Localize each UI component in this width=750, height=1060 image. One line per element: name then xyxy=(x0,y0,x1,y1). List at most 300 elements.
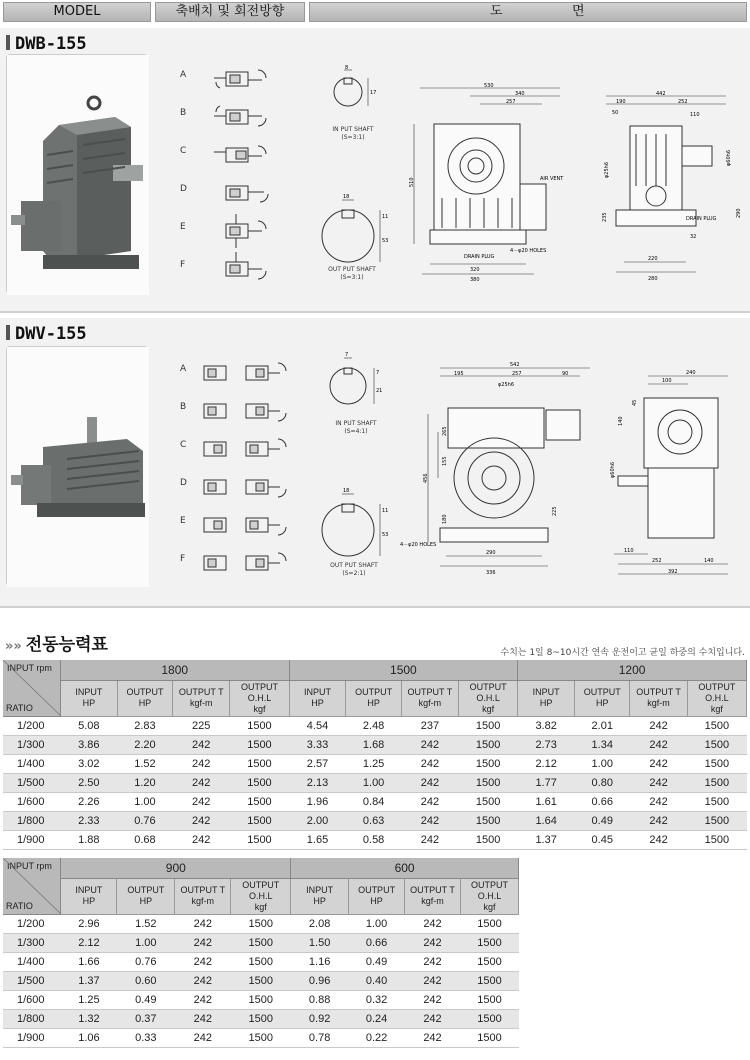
dwv-mount-a xyxy=(172,356,312,390)
dwv-front-dim-336: 336 xyxy=(486,570,496,576)
column-header: OUTPUT HP xyxy=(346,680,401,716)
table-cell: 1500 xyxy=(230,754,289,773)
table-cell: 242 xyxy=(173,735,230,754)
table-cell: 242 xyxy=(175,990,231,1009)
mount-diagram-icon xyxy=(214,180,274,206)
header-bar xyxy=(0,0,750,24)
column-header: OUTPUT O.H.L kgf xyxy=(687,680,746,716)
dwv-input-dim-7b: 7 xyxy=(376,370,380,376)
dwv-front-dim-phi25: φ25h6 xyxy=(498,382,515,388)
dwv-output-shaft-caption: OUT PUT SHAFT (S=2:1) xyxy=(330,562,378,577)
table-cell: 225 xyxy=(173,716,230,735)
table-cell: 1.61 xyxy=(518,792,575,811)
table-cell: 1.25 xyxy=(61,990,117,1009)
ratio-cell: 1/900 xyxy=(3,1028,61,1047)
dwv-side-dim-45: 45 xyxy=(632,399,638,406)
table-cell: 1.00 xyxy=(346,773,401,792)
ratio-cell: 1/300 xyxy=(3,933,61,952)
table-cell: 1.52 xyxy=(117,914,175,933)
dwv-input-dim-7a: 7 xyxy=(345,352,349,358)
dwv-front-view-drawing xyxy=(400,358,590,598)
table-cell: 1500 xyxy=(460,914,518,933)
dwb-title: DWB-155 xyxy=(6,34,87,54)
mount-diagram-icon xyxy=(214,252,274,286)
table-cell: 242 xyxy=(630,754,687,773)
chevron-right-icon: »» xyxy=(5,639,22,654)
ratio-cell: 1/500 xyxy=(3,971,61,990)
table-cell: 0.88 xyxy=(291,990,349,1009)
table-row xyxy=(3,716,747,735)
column-header: OUTPUT O.H.L kgf xyxy=(460,878,518,914)
column-header: OUTPUT HP xyxy=(117,878,175,914)
table-cell: 1500 xyxy=(460,990,518,1009)
dwb-mount-c xyxy=(172,138,282,172)
table-cell: 2.48 xyxy=(346,716,401,735)
table-cell: 2.13 xyxy=(289,773,346,792)
dwb-output-dim-53: 53 xyxy=(382,238,389,244)
dwb-side-dim-220: 220 xyxy=(648,256,658,262)
table-cell: 2.12 xyxy=(518,754,575,773)
table-cell: 242 xyxy=(401,811,458,830)
table-cell: 242 xyxy=(405,952,461,971)
dwb-drain-plug-label: DRAIN PLUG xyxy=(464,254,495,260)
table-cell: 1500 xyxy=(687,735,746,754)
dwv-side-dim-392: 392 xyxy=(668,569,678,575)
table-cell: 0.63 xyxy=(346,811,401,830)
table-cell: 2.33 xyxy=(60,811,117,830)
dwv-front-dim-180: 180 xyxy=(442,514,448,524)
rpm-header: 1800 xyxy=(60,660,289,680)
table-section-title: »» 전동능력표 xyxy=(5,635,108,655)
table-cell: 0.92 xyxy=(291,1009,349,1028)
table-cell: 1.37 xyxy=(61,971,117,990)
mount-letter: E xyxy=(180,516,186,526)
table-cell: 1.64 xyxy=(518,811,575,830)
dwb-side-dim-32: 32 xyxy=(690,234,697,240)
table-cell: 242 xyxy=(173,792,230,811)
table-cell: 0.32 xyxy=(349,990,405,1009)
table-cell: 3.82 xyxy=(518,716,575,735)
table-cell: 1.37 xyxy=(518,830,575,849)
dwv-input-shaft-drawing xyxy=(316,350,396,470)
header-model: MODEL xyxy=(3,2,151,22)
column-header: OUTPUT O.H.L kgf xyxy=(459,680,518,716)
ratio-cell: 1/400 xyxy=(3,754,60,773)
dwb-side-dim-110: 110 xyxy=(690,112,700,118)
dwv-front-dim-225: 225 xyxy=(552,506,558,516)
dwv-mount-c xyxy=(172,432,312,466)
table-cell: 242 xyxy=(175,914,231,933)
mount-letter: B xyxy=(180,402,187,412)
table-cell: 0.58 xyxy=(346,830,401,849)
header-drawing-char-1: 도 xyxy=(490,4,503,19)
dwv-input-shaft-caption: IN PUT SHAFT (S=4:1) xyxy=(335,420,377,435)
dwv-side-view-drawing xyxy=(598,368,748,578)
dwv-front-dim-195: 195 xyxy=(454,371,464,377)
table-cell: 0.78 xyxy=(291,1028,349,1047)
mount-diagram-icon xyxy=(200,512,310,538)
table-cell: 1500 xyxy=(687,792,746,811)
table-row xyxy=(3,1028,519,1047)
dwb-front-dim-320: 320 xyxy=(470,267,480,273)
table-cell: 242 xyxy=(175,933,231,952)
column-header: INPUT HP xyxy=(291,878,349,914)
dwv-output-dim-11: 11 xyxy=(382,508,389,514)
table-cell: 1500 xyxy=(459,773,518,792)
table-cell: 242 xyxy=(405,1028,461,1047)
mount-diagram-icon xyxy=(200,436,310,462)
table-cell: 242 xyxy=(630,811,687,830)
table-cell: 0.49 xyxy=(349,952,405,971)
dwv-side-dim-140a: 140 xyxy=(618,416,624,426)
table-cell: 242 xyxy=(173,754,230,773)
ratio-cell: 1/200 xyxy=(3,914,61,933)
table-cell: 1500 xyxy=(230,811,289,830)
table-row xyxy=(3,1009,519,1028)
table-cell: 1500 xyxy=(459,716,518,735)
mount-letter: A xyxy=(180,70,187,80)
column-header: INPUT HP xyxy=(289,680,346,716)
column-header: OUTPUT HP xyxy=(117,680,172,716)
table-cell: 2.73 xyxy=(518,735,575,754)
table-row xyxy=(3,792,747,811)
table-cell: 0.76 xyxy=(117,811,172,830)
table-cell: 242 xyxy=(630,830,687,849)
ratio-cell: 1/500 xyxy=(3,773,60,792)
dwv-side-dim-phi60: φ60h6 xyxy=(610,461,616,478)
dwv-mount-f xyxy=(172,546,312,580)
table-cell: 242 xyxy=(173,830,230,849)
column-header: OUTPUT T kgf-m xyxy=(630,680,687,716)
table-cell: 1500 xyxy=(231,914,291,933)
table-cell: 2.20 xyxy=(117,735,172,754)
dwb-mount-f xyxy=(172,252,282,286)
table-cell: 1.00 xyxy=(117,933,175,952)
table-cell: 1.34 xyxy=(575,735,630,754)
table-cell: 1500 xyxy=(459,735,518,754)
table-cell: 0.49 xyxy=(575,811,630,830)
dwb-side-drain-plug-label: DRAIN PLUG xyxy=(686,216,717,222)
rpm-header: 1500 xyxy=(289,660,518,680)
dwv-mount-d xyxy=(172,470,312,504)
table-cell: 0.80 xyxy=(575,773,630,792)
column-header: OUTPUT T kgf-m xyxy=(173,680,230,716)
dwv-mount-b xyxy=(172,394,312,428)
table-cell: 1500 xyxy=(231,1028,291,1047)
table-cell: 1.52 xyxy=(117,754,172,773)
dwv-input-dim-21: 21 xyxy=(376,388,383,394)
mount-letter: C xyxy=(180,440,187,450)
power-table-2 xyxy=(3,858,519,1048)
dwv-side-dim-110: 110 xyxy=(624,548,634,554)
table-cell: 2.26 xyxy=(60,792,117,811)
table-cell: 2.08 xyxy=(291,914,349,933)
table-cell: 1.16 xyxy=(291,952,349,971)
table-cell: 0.49 xyxy=(117,990,175,1009)
dwv-front-dim-265: 265 xyxy=(442,426,448,436)
column-header: OUTPUT HP xyxy=(349,878,405,914)
dwv-output-shaft-drawing xyxy=(312,482,396,602)
table-cell: 1.06 xyxy=(61,1028,117,1047)
ratio-cell: 1/800 xyxy=(3,1009,61,1028)
dwb-output-shaft-drawing xyxy=(312,188,392,308)
table-cell: 1.88 xyxy=(60,830,117,849)
table-cell: 0.66 xyxy=(575,792,630,811)
dwb-front-view-drawing xyxy=(400,80,580,300)
table-row xyxy=(3,990,519,1009)
table-cell: 242 xyxy=(630,773,687,792)
header-arrangement: 축배치 및 회전방향 xyxy=(155,2,305,22)
mount-diagram-icon xyxy=(214,104,274,130)
column-header: OUTPUT T kgf-m xyxy=(175,878,231,914)
table-cell: 1500 xyxy=(459,811,518,830)
table-cell: 242 xyxy=(401,792,458,811)
mount-letter: B xyxy=(180,108,187,118)
dwb-mounting-list xyxy=(172,62,292,292)
dwb-front-dim-380: 380 xyxy=(470,277,480,283)
table-cell: 242 xyxy=(175,952,231,971)
table-cell: 1.00 xyxy=(349,914,405,933)
dwb-input-shaft-drawing xyxy=(318,64,388,184)
table-cell: 1500 xyxy=(460,971,518,990)
dwb-mount-d xyxy=(172,176,282,210)
dwv-front-dim-290: 290 xyxy=(486,550,496,556)
mount-diagram-icon xyxy=(214,214,274,248)
power-table-1 xyxy=(3,660,747,850)
table-cell: 242 xyxy=(405,933,461,952)
dwb-front-dim-340: 340 xyxy=(515,91,525,97)
column-header: OUTPUT T kgf-m xyxy=(401,680,458,716)
dwb-mount-a xyxy=(172,62,282,96)
table-row xyxy=(3,754,747,773)
dwb-front-dim-510: 510 xyxy=(409,177,415,187)
table-cell: 1500 xyxy=(687,773,746,792)
table-cell: 1.66 xyxy=(61,952,117,971)
table-cell: 1500 xyxy=(231,1009,291,1028)
mount-letter: D xyxy=(180,184,187,194)
table-cell: 1500 xyxy=(231,971,291,990)
dwb-side-dim-190: 190 xyxy=(616,99,626,105)
table-cell: 1.00 xyxy=(575,754,630,773)
dwb-input-dim-17: 17 xyxy=(370,90,377,96)
table-cell: 1500 xyxy=(230,830,289,849)
table-cell: 3.86 xyxy=(60,735,117,754)
dwv-output-dim-53: 53 xyxy=(382,532,389,538)
table-cell: 0.24 xyxy=(349,1009,405,1028)
dwb-side-dim-50: 50 xyxy=(612,110,619,116)
table-cell: 242 xyxy=(401,830,458,849)
table-cell: 3.33 xyxy=(289,735,346,754)
mount-letter: F xyxy=(180,554,186,564)
dwb-input-shaft-caption: IN PUT SHAFT (S=3:1) xyxy=(332,126,374,141)
table-cell: 237 xyxy=(401,716,458,735)
table-cell: 1500 xyxy=(230,716,289,735)
dwv-front-dim-257: 257 xyxy=(512,371,522,377)
column-header: OUTPUT O.H.L kgf xyxy=(230,680,289,716)
column-header-row xyxy=(3,680,747,716)
table-cell: 3.02 xyxy=(60,754,117,773)
table-cell: 0.22 xyxy=(349,1028,405,1047)
table-cell: 1500 xyxy=(460,1028,518,1047)
dwb-side-view-drawing xyxy=(586,90,746,290)
dwv-front-dim-90: 90 xyxy=(562,371,569,377)
table-row xyxy=(3,971,519,990)
table-cell: 1500 xyxy=(230,792,289,811)
header-drawing-char-2: 면 xyxy=(572,4,585,19)
table-cell: 1.65 xyxy=(289,830,346,849)
dwb-side-dim-235: 235 xyxy=(602,212,608,222)
column-header: OUTPUT O.H.L kgf xyxy=(231,878,291,914)
table-cell: 242 xyxy=(401,754,458,773)
dwb-holes-label: 4－φ20 HOLES xyxy=(510,248,547,254)
mount-letter: F xyxy=(180,260,186,270)
table-cell: 0.84 xyxy=(346,792,401,811)
table-cell: 242 xyxy=(173,773,230,792)
table-cell: 2.01 xyxy=(575,716,630,735)
table-cell: 0.68 xyxy=(117,830,172,849)
dwb-output-dim-11: 11 xyxy=(382,214,389,220)
table-cell: 1500 xyxy=(459,792,518,811)
dwv-title: DWV-155 xyxy=(6,324,87,344)
table-row xyxy=(3,811,747,830)
table-cell: 242 xyxy=(405,971,461,990)
table-cell: 1500 xyxy=(459,754,518,773)
table-cell: 1.32 xyxy=(61,1009,117,1028)
table-cell: 0.37 xyxy=(117,1009,175,1028)
rpm-header: 600 xyxy=(291,858,519,878)
table-cell: 1.68 xyxy=(346,735,401,754)
dwv-front-dim-542: 542 xyxy=(510,362,520,368)
table-cell: 1500 xyxy=(460,933,518,952)
dwv-mounting-list xyxy=(172,356,312,586)
table-row xyxy=(3,933,519,952)
table-corner: INPUT rpm RATIO xyxy=(3,858,61,914)
table-cell: 242 xyxy=(405,990,461,1009)
table-cell: 0.60 xyxy=(117,971,175,990)
table-cell: 1500 xyxy=(687,716,746,735)
table-cell: 0.40 xyxy=(349,971,405,990)
mount-diagram-icon xyxy=(200,474,310,500)
rpm-header: 900 xyxy=(61,858,291,878)
dwv-front-dim-456: 456 xyxy=(423,473,429,483)
table-cell: 242 xyxy=(401,735,458,754)
table-cell: 1500 xyxy=(231,952,291,971)
dwv-side-dim-252: 252 xyxy=(652,558,662,564)
dwb-front-dim-257: 257 xyxy=(506,99,516,105)
dwb-front-dim-530: 530 xyxy=(484,83,494,89)
mount-diagram-icon xyxy=(200,398,310,424)
table-row xyxy=(3,914,519,933)
ratio-cell: 1/200 xyxy=(3,716,60,735)
table-corner: INPUT rpm RATIO xyxy=(3,660,60,716)
table-cell: 2.50 xyxy=(60,773,117,792)
ratio-cell: 1/900 xyxy=(3,830,60,849)
table-cell: 242 xyxy=(405,914,461,933)
table-cell: 1.00 xyxy=(117,792,172,811)
table-cell: 242 xyxy=(630,716,687,735)
column-header: OUTPUT HP xyxy=(575,680,630,716)
table-cell: 5.08 xyxy=(60,716,117,735)
mount-diagram-icon xyxy=(214,142,274,168)
dwb-panel xyxy=(0,28,750,313)
table-cell: 242 xyxy=(175,1009,231,1028)
ratio-cell: 1/600 xyxy=(3,792,60,811)
dwv-product-photo xyxy=(6,346,148,586)
dwb-side-dim-442: 442 xyxy=(656,91,666,97)
table-row xyxy=(3,830,747,849)
column-header: INPUT HP xyxy=(60,680,117,716)
table-cell: 2.57 xyxy=(289,754,346,773)
table-cell: 1.96 xyxy=(289,792,346,811)
table-cell: 1.20 xyxy=(117,773,172,792)
rpm-header: 1200 xyxy=(518,660,747,680)
table-cell: 0.76 xyxy=(117,952,175,971)
table-cell: 242 xyxy=(401,773,458,792)
table-cell: 1500 xyxy=(687,811,746,830)
table-row xyxy=(3,773,747,792)
mount-letter: A xyxy=(180,364,187,374)
table-cell: 242 xyxy=(175,971,231,990)
mount-diagram-icon xyxy=(214,66,274,92)
table-cell: 2.12 xyxy=(61,933,117,952)
mount-letter: E xyxy=(180,222,186,232)
dwb-mount-b xyxy=(172,100,282,134)
dwb-side-dim-phi25: φ25h6 xyxy=(604,161,610,178)
dwv-side-dim-240: 240 xyxy=(686,370,696,376)
table-cell: 0.96 xyxy=(291,971,349,990)
mount-diagram-icon xyxy=(200,550,310,576)
dwb-output-dim-18: 18 xyxy=(343,194,350,200)
table-cell: 1500 xyxy=(460,952,518,971)
table-cell: 0.33 xyxy=(117,1028,175,1047)
dwb-product-photo xyxy=(6,54,148,294)
dwb-air-vent-label: AIR VENT xyxy=(540,176,564,182)
column-header: OUTPUT T kgf-m xyxy=(405,878,461,914)
dwv-output-dim-18: 18 xyxy=(343,488,350,494)
table-row xyxy=(3,735,747,754)
dwb-input-dim-8: 8 xyxy=(345,65,349,71)
table-note: 수치는 1일 8~10시간 연속 운전이고 균일 하중의 수치입니다. xyxy=(500,648,745,658)
mount-diagram-icon xyxy=(200,360,310,386)
dwv-panel xyxy=(0,318,750,608)
table-cell: 242 xyxy=(630,735,687,754)
table-cell: 1500 xyxy=(460,1009,518,1028)
table-cell: 242 xyxy=(630,792,687,811)
table-cell: 4.54 xyxy=(289,716,346,735)
ratio-cell: 1/600 xyxy=(3,990,61,1009)
dwv-side-dim-140b: 140 xyxy=(704,558,714,564)
table-cell: 1.77 xyxy=(518,773,575,792)
table-cell: 242 xyxy=(173,811,230,830)
table-cell: 2.96 xyxy=(61,914,117,933)
dwv-side-dim-100: 100 xyxy=(662,378,672,384)
dwb-side-dim-phi60: φ60h6 xyxy=(726,149,732,166)
table-cell: 1500 xyxy=(459,830,518,849)
table-cell: 1500 xyxy=(230,735,289,754)
table-cell: 2.83 xyxy=(117,716,172,735)
table-cell: 2.00 xyxy=(289,811,346,830)
table-cell: 1500 xyxy=(231,933,291,952)
mount-letter: D xyxy=(180,478,187,488)
column-header-row xyxy=(3,878,519,914)
dwv-holes-label: 4－φ20 HOLES xyxy=(400,542,437,548)
header-drawing xyxy=(309,2,747,22)
table-cell: 1.25 xyxy=(346,754,401,773)
dwv-mount-e xyxy=(172,508,312,542)
table-cell: 242 xyxy=(405,1009,461,1028)
table-cell: 1.50 xyxy=(291,933,349,952)
table-cell: 1500 xyxy=(230,773,289,792)
